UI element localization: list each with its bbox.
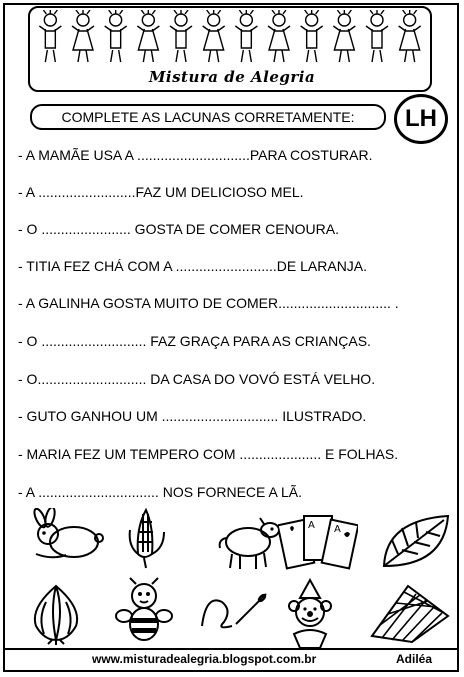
clown-icon — [280, 578, 340, 650]
child-figure — [268, 10, 290, 62]
child-figure — [39, 10, 61, 62]
rabbit-icon — [22, 508, 106, 564]
child-figure — [203, 10, 225, 62]
leaf-icon — [378, 510, 456, 574]
child-figure — [137, 10, 159, 62]
playing-cards-icon — [278, 510, 358, 572]
svg-text:A: A — [308, 520, 315, 531]
exercise-2: - A .........................FAZ UM DELICIOSO MEL. — [18, 184, 304, 200]
corn-icon — [124, 506, 170, 570]
exercise-5: - A GALINHA GOSTA MUITO DE COMER............................. . — [18, 295, 399, 311]
exercise-10: - A ............................... NOS FORNECE A LÃ. — [18, 484, 302, 500]
instruction-heading: COMPLETE AS LACUNAS CORRETAMENTE: — [30, 104, 386, 130]
onion-icon — [24, 580, 88, 646]
svg-text:A: A — [334, 524, 341, 535]
exercise-1: - A MAMÃE USA A .............................PARA COSTURAR. — [18, 147, 373, 163]
picture-bank — [18, 506, 458, 652]
footer-url[interactable]: www.misturadealegria.blogspot.com.br — [92, 652, 317, 666]
child-figure — [333, 10, 355, 62]
lh-badge: LH — [394, 94, 448, 144]
child-figure — [170, 10, 192, 62]
brand-title: Mistura de Alegria — [148, 68, 316, 86]
sheep-icon — [208, 512, 284, 572]
exercise-3: - O ....................... GOSTA DE COMER CENOURA. — [18, 221, 340, 237]
bee-icon — [114, 576, 176, 648]
needle-thread-icon — [198, 586, 270, 636]
exercise-9: - MARIA FEZ UM TEMPERO COM ..................... E FOLHAS. — [18, 446, 399, 462]
exercise-8: - GUTO GANHOU UM .............................. ILUSTRADO. — [18, 408, 367, 424]
child-figure — [105, 10, 127, 62]
child-figure — [399, 10, 421, 62]
exercise-7: - O............................ DA CASA DO VOVÓ ESTÁ VELHO. — [18, 371, 376, 387]
footer-author: Adiléa — [396, 652, 433, 666]
roof-tiles-icon — [368, 580, 452, 646]
exercise-4: - TITIA FEZ CHÁ COM A ..........................DE LARANJA. — [18, 258, 368, 274]
children-illustration — [34, 10, 426, 66]
child-figure — [235, 10, 257, 62]
child-figure — [72, 10, 94, 62]
child-figure — [301, 10, 323, 62]
child-figure — [366, 10, 388, 62]
footer-divider — [4, 648, 458, 650]
exercise-6: - O ........................... FAZ GRAÇA PARA AS CRIANÇAS. — [18, 333, 371, 349]
